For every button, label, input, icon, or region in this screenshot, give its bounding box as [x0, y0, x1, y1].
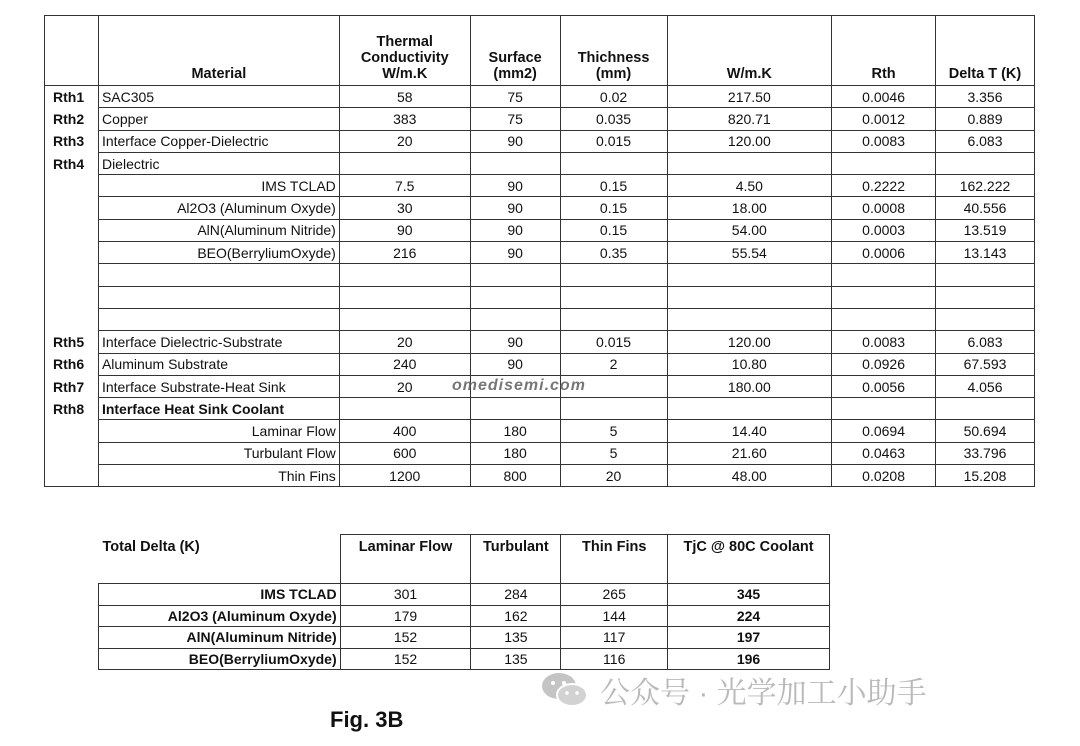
surface-cell: 90 [470, 242, 560, 264]
thickness-cell: 0.15 [560, 197, 667, 219]
table-row [99, 648, 830, 670]
delta-cell: 162.222 [935, 175, 1034, 197]
rth-cell: 0.0006 [832, 242, 936, 264]
delta-cell [935, 264, 1034, 286]
conductivity-cell [339, 286, 470, 308]
figure-caption: Fig. 3B [330, 707, 404, 732]
delta-cell: 50.694 [935, 420, 1034, 442]
surface-cell [470, 286, 560, 308]
wechat-text: 公众号 · 光学加工小助手 [600, 677, 927, 710]
wmk-cell: 120.00 [667, 130, 832, 152]
material-name: Interface Substrate-Heat Sink [98, 375, 339, 397]
rth-cell: 0.0008 [832, 197, 936, 219]
delta-cell: 40.556 [935, 197, 1034, 219]
material-name: SAC305 [98, 86, 339, 108]
wmk-cell: 10.80 [667, 353, 832, 375]
conductivity-cell: 58 [339, 86, 470, 108]
material-name: Turbulant Flow [98, 442, 339, 464]
conductivity-cell: 30 [339, 197, 470, 219]
rth-cell: 0.0208 [832, 465, 936, 487]
table-row [45, 286, 1035, 308]
conductivity-cell: 216 [339, 242, 470, 264]
total-col-turbulant: Turbulant [471, 535, 561, 584]
delta-cell [935, 152, 1034, 174]
row-label [45, 197, 99, 219]
row-label: Rth3 [45, 130, 99, 152]
table-row [45, 398, 1035, 420]
thickness-cell [560, 152, 667, 174]
conductivity-cell: 20 [339, 130, 470, 152]
total-row-label: Al2O3 (Aluminum Oxyde) [99, 605, 341, 627]
conductivity-cell: 20 [339, 331, 470, 353]
delta-cell: 13.519 [935, 219, 1034, 241]
delta-cell: 0.889 [935, 108, 1034, 130]
wechat-watermark [540, 668, 927, 712]
delta-t-header: Delta T (K) [935, 16, 1034, 86]
thickness-cell: 5 [560, 442, 667, 464]
rth-cell: 0.0463 [832, 442, 936, 464]
conductivity-cell: 383 [339, 108, 470, 130]
rth-cell: 0.0083 [832, 130, 936, 152]
total-value-cell: 265 [561, 584, 668, 606]
table-row [45, 264, 1035, 286]
material-name: IMS TCLAD [98, 175, 339, 197]
conductivity-cell: 400 [339, 420, 470, 442]
conductivity-cell: 600 [339, 442, 470, 464]
surface-cell: 75 [470, 108, 560, 130]
table-row [45, 242, 1035, 264]
delta-cell: 13.143 [935, 242, 1034, 264]
surface-cell: 90 [470, 331, 560, 353]
thickness-cell [560, 286, 667, 308]
wmk-cell [667, 286, 832, 308]
row-label [45, 420, 99, 442]
total-delta-table [98, 534, 830, 670]
delta-cell: 6.083 [935, 331, 1034, 353]
conductivity-cell [339, 152, 470, 174]
row-label: Rth8 [45, 398, 99, 420]
material-name [98, 264, 339, 286]
table-row [99, 584, 830, 606]
surface-cell: 90 [470, 197, 560, 219]
conductivity-cell [339, 398, 470, 420]
wmk-cell: 4.50 [667, 175, 832, 197]
surface-header: Surface (mm2) [470, 16, 560, 86]
wmk-cell: 14.40 [667, 420, 832, 442]
wmk-cell: 55.54 [667, 242, 832, 264]
wmk-cell: 180.00 [667, 375, 832, 397]
delta-cell: 4.056 [935, 375, 1034, 397]
conductivity-cell: 20 [339, 375, 470, 397]
material-name: Aluminum Substrate [98, 353, 339, 375]
material-name [98, 308, 339, 330]
total-value-cell: 152 [340, 627, 471, 649]
rth-cell: 0.0012 [832, 108, 936, 130]
table-row [45, 197, 1035, 219]
wmk-cell [667, 264, 832, 286]
row-label: Rth1 [45, 86, 99, 108]
table-row [45, 86, 1035, 108]
table-row [45, 308, 1035, 330]
row-label [45, 242, 99, 264]
thickness-cell: 5 [560, 420, 667, 442]
rth-cell: 0.0003 [832, 219, 936, 241]
wmk-cell: 48.00 [667, 465, 832, 487]
total-value-cell: 196 [668, 648, 830, 670]
rth-cell [832, 152, 936, 174]
delta-cell: 33.796 [935, 442, 1034, 464]
delta-cell: 6.083 [935, 130, 1034, 152]
thickness-cell [560, 398, 667, 420]
wmk-cell: 120.00 [667, 331, 832, 353]
thickness-header: Thichness (mm) [560, 16, 667, 86]
row-label: Rth7 [45, 375, 99, 397]
thickness-cell: 2 [560, 353, 667, 375]
table-row [45, 175, 1035, 197]
rth-cell [832, 308, 936, 330]
total-delta-title: Total Delta (K) [102, 538, 200, 555]
surface-cell [470, 152, 560, 174]
rth-cell: 0.0694 [832, 420, 936, 442]
thickness-cell: 0.15 [560, 175, 667, 197]
total-value-cell: 116 [561, 648, 668, 670]
material-name: AlN(Aluminum Nitride) [98, 219, 339, 241]
total-value-cell: 345 [668, 584, 830, 606]
conductivity-cell: 1200 [339, 465, 470, 487]
wmk-cell [667, 398, 832, 420]
row-label [45, 286, 99, 308]
material-name: Dielectric [98, 152, 339, 174]
table-row [45, 353, 1035, 375]
row-label [45, 308, 99, 330]
material-name: Thin Fins [98, 465, 339, 487]
label-column-header [45, 16, 99, 86]
total-col-laminar: Laminar Flow [340, 535, 471, 584]
total-value-cell: 144 [561, 605, 668, 627]
total-value-cell: 301 [340, 584, 471, 606]
total-value-cell: 117 [561, 627, 668, 649]
total-value-cell: 224 [668, 605, 830, 627]
row-label: Rth6 [45, 353, 99, 375]
total-value-cell: 135 [471, 627, 561, 649]
material-name: Al2O3 (Aluminum Oxyde) [98, 197, 339, 219]
table-row [99, 605, 830, 627]
surface-cell: 90 [470, 130, 560, 152]
wechat-icon [540, 670, 590, 710]
wmk-cell: 820.71 [667, 108, 832, 130]
total-value-cell: 152 [340, 648, 471, 670]
delta-cell: 3.356 [935, 86, 1034, 108]
row-label [45, 264, 99, 286]
material-name: BEO(BerryliumOxyde) [98, 242, 339, 264]
conductivity-cell: 7.5 [339, 175, 470, 197]
table-row [45, 152, 1035, 174]
rth-cell: 0.0046 [832, 86, 936, 108]
rth-cell [832, 264, 936, 286]
row-label [45, 465, 99, 487]
row-label: Rth4 [45, 152, 99, 174]
wmk-cell: 217.50 [667, 86, 832, 108]
material-name: Interface Copper-Dielectric [98, 130, 339, 152]
rth-cell: 0.2222 [832, 175, 936, 197]
wmk-header: W/m.K [667, 16, 832, 86]
table-row [45, 130, 1035, 152]
surface-cell: 90 [470, 175, 560, 197]
total-value-cell: 179 [340, 605, 471, 627]
row-label [45, 219, 99, 241]
rth-cell: 0.0083 [832, 331, 936, 353]
wmk-cell: 54.00 [667, 219, 832, 241]
table-row [45, 108, 1035, 130]
surface-cell: 180 [470, 420, 560, 442]
delta-cell [935, 398, 1034, 420]
delta-cell [935, 308, 1034, 330]
table-row [45, 465, 1035, 487]
total-row-label: IMS TCLAD [99, 584, 341, 606]
thermal-resistance-table [44, 15, 1035, 487]
surface-cell: 800 [470, 465, 560, 487]
row-label [45, 175, 99, 197]
thickness-cell [560, 308, 667, 330]
surface-cell [470, 308, 560, 330]
material-name [98, 286, 339, 308]
surface-cell [470, 398, 560, 420]
table-row [99, 627, 830, 649]
total-col-thin-fins: Thin Fins [561, 535, 668, 584]
thickness-cell: 0.035 [560, 108, 667, 130]
surface-cell: 90 [470, 353, 560, 375]
total-col-tjc: TjC @ 80C Coolant [668, 535, 830, 584]
delta-cell: 67.593 [935, 353, 1034, 375]
material-name: Interface Heat Sink Coolant [98, 398, 339, 420]
table-row [45, 331, 1035, 353]
table-row [45, 219, 1035, 241]
rth-cell: 0.0056 [832, 375, 936, 397]
watermark: omedisemi.com [452, 377, 586, 394]
rth-header: Rth [832, 16, 936, 86]
row-label: Rth5 [45, 331, 99, 353]
wmk-cell: 21.60 [667, 442, 832, 464]
material-name: Copper [98, 108, 339, 130]
conductivity-cell [339, 308, 470, 330]
thickness-cell: 0.35 [560, 242, 667, 264]
material-header: Material [98, 16, 339, 86]
total-row-label: BEO(BerryliumOxyde) [99, 648, 341, 670]
delta-cell [935, 286, 1034, 308]
total-value-cell: 284 [471, 584, 561, 606]
row-label [45, 442, 99, 464]
delta-cell: 15.208 [935, 465, 1034, 487]
surface-cell [470, 264, 560, 286]
thickness-cell [560, 264, 667, 286]
row-label: Rth2 [45, 108, 99, 130]
conductivity-cell [339, 264, 470, 286]
total-value-cell: 197 [668, 627, 830, 649]
conductivity-cell: 240 [339, 353, 470, 375]
rth-cell: 0.0926 [832, 353, 936, 375]
thickness-cell: 0.15 [560, 219, 667, 241]
total-value-cell: 135 [471, 648, 561, 670]
wmk-cell [667, 308, 832, 330]
rth-cell [832, 286, 936, 308]
material-name: Laminar Flow [98, 420, 339, 442]
total-value-cell: 162 [471, 605, 561, 627]
thickness-cell: 0.015 [560, 331, 667, 353]
thickness-cell: 0.02 [560, 86, 667, 108]
thickness-cell: 0.015 [560, 130, 667, 152]
rth-cell [832, 398, 936, 420]
wmk-cell [667, 152, 832, 174]
wmk-cell: 18.00 [667, 197, 832, 219]
total-row-label: AlN(Aluminum Nitride) [99, 627, 341, 649]
table-row [45, 442, 1035, 464]
table-row [45, 420, 1035, 442]
surface-cell: 90 [470, 219, 560, 241]
surface-cell: 75 [470, 86, 560, 108]
thickness-cell: 20 [560, 465, 667, 487]
material-name: Interface Dielectric-Substrate [98, 331, 339, 353]
conductivity-cell: 90 [339, 219, 470, 241]
surface-cell: 180 [470, 442, 560, 464]
thermal-conductivity-header: Thermal Conductivity W/m.K [339, 16, 470, 86]
